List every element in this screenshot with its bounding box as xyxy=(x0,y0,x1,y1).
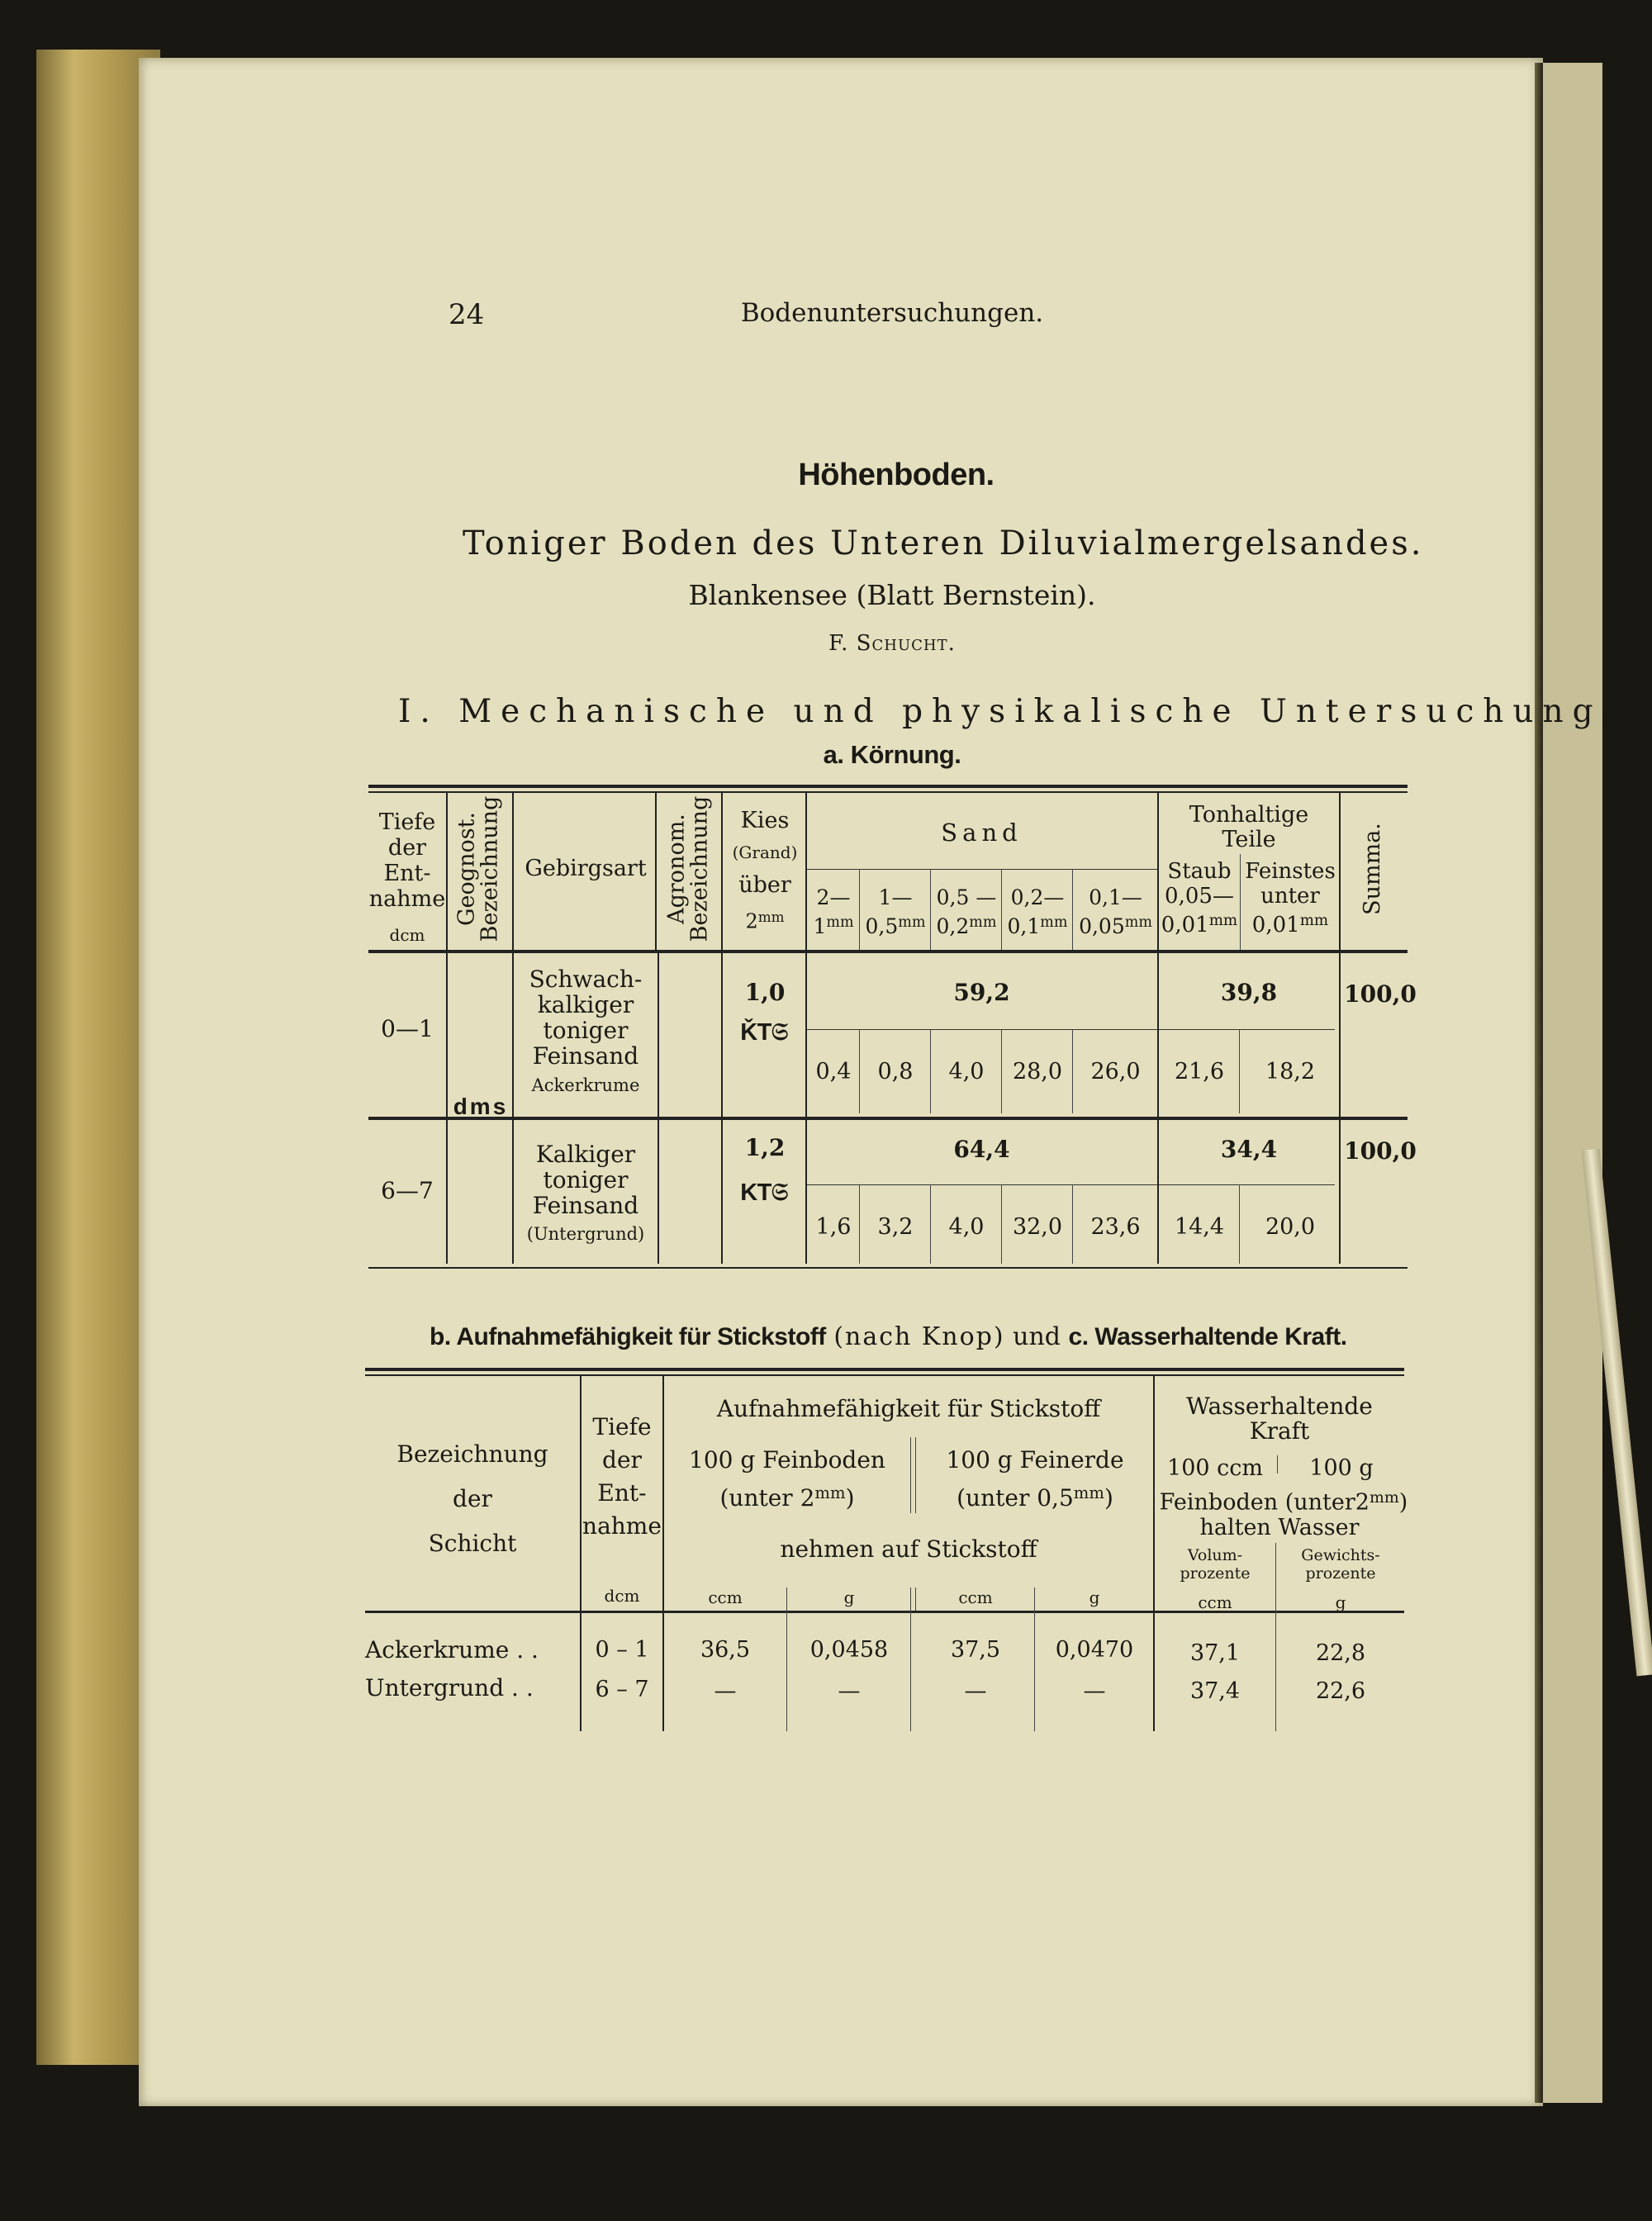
b-row-1-val-4: 0,0470 xyxy=(1055,1637,1134,1663)
header-tiefe-unit: dcm xyxy=(389,925,425,945)
header-summa: Summa. xyxy=(1359,823,1385,915)
header-gebirgsart: Gebirgsart xyxy=(525,856,647,881)
header-b-tiefe: Tiefe der Ent- nahme xyxy=(582,1413,662,1540)
header-bezeichnung: Bezeichnung der Schicht xyxy=(396,1440,548,1557)
header-100ccm: 100 ccm xyxy=(1167,1455,1263,1481)
row-1-sand-1: 0,4 xyxy=(815,1059,852,1084)
b-row-1-val-1: 36,5 xyxy=(700,1637,751,1663)
row-1-ton-total: 39,8 xyxy=(1220,979,1278,1006)
row-2-feinstes: 20,0 xyxy=(1265,1214,1316,1240)
row-2-agronom: KT𝔖 xyxy=(740,1179,788,1206)
b-row-2-name: Untergrund . . xyxy=(365,1674,534,1701)
row-1-gebirgsart-note: Ackerkrume xyxy=(531,1075,640,1095)
b-row-1-val-2: 0,0458 xyxy=(809,1637,889,1663)
b-row-2-val-5: 37,4 xyxy=(1189,1678,1241,1704)
header-sand-col-4: 0,2— $0,1^{mm}$ xyxy=(1007,885,1068,938)
header-volum: Volum- prozente xyxy=(1180,1546,1251,1583)
page-number: 24 xyxy=(449,298,485,331)
b-row-2-depth: 6 – 7 xyxy=(595,1677,649,1702)
geognost-value: dms xyxy=(453,1094,509,1119)
header-100g: 100 g xyxy=(1309,1455,1374,1481)
header-kies-ueber: über xyxy=(738,872,791,898)
b-row-1-val-6: 22,8 xyxy=(1315,1640,1366,1666)
header-sand: Sand xyxy=(941,819,1023,847)
row-1-sand-total: 59,2 xyxy=(953,979,1010,1006)
b-row-2-val-1: — xyxy=(714,1678,737,1704)
header-geognost: Geognost. Bezeichnung xyxy=(453,795,503,942)
header-halten: halten Wasser xyxy=(1199,1515,1360,1540)
row-2-sand-5: 23,6 xyxy=(1090,1214,1141,1240)
row-1-agronom: ǨT𝔖 xyxy=(740,1019,788,1046)
row-2-staub: 14,4 xyxy=(1174,1214,1225,1240)
table-b-caption: b. Aufnahmefähigkeit für Stickstoff (nach Knop) und c. Wasserhaltende Kraft. xyxy=(430,1322,1347,1351)
row-2-gebirgsart: Kalkiger toniger Feinsand xyxy=(532,1141,639,1219)
header-gewichts: Gewichts- prozente xyxy=(1301,1546,1380,1583)
header-b-tiefe-unit: dcm xyxy=(604,1586,640,1606)
row-1-depth: 0—1 xyxy=(381,1015,434,1042)
header-nehmen: nehmen auf Stickstoff xyxy=(780,1535,1037,1563)
unit-6: g xyxy=(1335,1592,1346,1612)
row-2-sand-4: 32,0 xyxy=(1012,1214,1063,1240)
row-2-gebirgsart-note: (Untergrund) xyxy=(526,1224,645,1244)
header-feinboden-unter: Feinboden $(unter2^{mm})$ xyxy=(1159,1488,1408,1516)
row-2-ton-total: 34,4 xyxy=(1220,1136,1278,1163)
header-agronom: Agronom. Bezeichnung xyxy=(663,795,713,942)
header-sand-col-1: 2— $1^{mm}$ xyxy=(813,885,854,938)
header-feinboden: 100 g Feinboden (unter $2^{mm}$) xyxy=(689,1446,885,1512)
header-staub: Staub 0,05— $0,01^{mm}$ xyxy=(1161,859,1238,938)
row-1-feinstes: 18,2 xyxy=(1265,1059,1316,1084)
unit-1: ccm xyxy=(708,1587,743,1607)
row-2-depth: 6—7 xyxy=(381,1177,434,1204)
unit-4: g xyxy=(1089,1587,1100,1607)
running-head: Bodenuntersuchungen. xyxy=(740,298,1044,328)
unit-5: ccm xyxy=(1198,1592,1232,1612)
header-wasser: Wasserhaltende Kraft xyxy=(1186,1393,1373,1445)
row-1-staub: 21,6 xyxy=(1174,1059,1225,1084)
row-2-summa: 100,0 xyxy=(1344,1137,1417,1165)
b-row-1-val-5: 37,1 xyxy=(1189,1640,1241,1666)
row-2-sand-3: 4,0 xyxy=(948,1214,985,1240)
row-1-summa: 100,0 xyxy=(1344,980,1417,1008)
b-row-2-val-2: — xyxy=(838,1678,861,1704)
unit-2: g xyxy=(843,1587,855,1607)
header-sand-col-3: 0,5 — $0,2^{mm}$ xyxy=(936,885,997,938)
row-1-sand-2: 0,8 xyxy=(877,1059,914,1084)
row-2-kies: 1,2 xyxy=(744,1134,786,1161)
row-2-sand-total: 64,4 xyxy=(953,1136,1010,1163)
header-sand-col-2: 1— $0,5^{mm}$ xyxy=(865,885,926,938)
row-1-sand-3: 4,0 xyxy=(948,1059,985,1084)
header-tiefe: Tiefe der Ent- nahme xyxy=(368,809,446,912)
row-1-sand-4: 28,0 xyxy=(1012,1059,1063,1084)
header-tonhaltige: Tonhaltige Teile xyxy=(1189,802,1309,852)
row-2-sand-2: 3,2 xyxy=(877,1214,914,1240)
row-2-sand-1: 1,6 xyxy=(815,1214,852,1240)
page-title: Höhenboden. xyxy=(798,458,995,492)
header-kies-size: $2^{mm}$ xyxy=(745,909,785,933)
header-sand-col-5: 0,1— $0,05^{mm}$ xyxy=(1079,885,1152,938)
unit-3: ccm xyxy=(958,1587,993,1607)
header-kies-grand: (Grand) xyxy=(732,842,798,862)
table-a-caption: a. Körnung. xyxy=(823,740,961,769)
locality: Blankensee (Blatt Bernstein). xyxy=(688,579,1096,611)
subtitle: Toniger Boden des Unteren Diluvialmergelsandes. xyxy=(463,524,1424,562)
row-1-gebirgsart: Schwach- kalkiger toniger Feinsand xyxy=(529,966,643,1070)
section-heading: I. Mechanische und physikalische Untersuchung. xyxy=(398,693,1622,730)
b-row-2-val-4: — xyxy=(1083,1678,1106,1704)
header-aufnahme: Aufnahmefähigkeit für Stickstoff xyxy=(716,1395,1101,1422)
b-row-1-val-3: 37,5 xyxy=(950,1637,1001,1663)
next-page-edge xyxy=(1543,63,1602,2103)
b-row-2-val-3: — xyxy=(964,1678,987,1704)
author: F. Schucht. xyxy=(828,631,956,656)
row-1-kies: 1,0 xyxy=(744,979,786,1006)
b-row-1-name: Ackerkrume . . xyxy=(365,1636,539,1663)
header-feinerde: 100 g Feinerde (unter $0,5^{mm}$) xyxy=(946,1446,1124,1512)
header-kies: Kies xyxy=(740,808,790,833)
header-feinstes: Feinstes unter $0,01^{mm}$ xyxy=(1245,859,1336,938)
row-1-sand-5: 26,0 xyxy=(1090,1059,1141,1084)
b-row-1-depth: 0 – 1 xyxy=(595,1637,649,1663)
b-row-2-val-6: 22,6 xyxy=(1315,1678,1366,1704)
